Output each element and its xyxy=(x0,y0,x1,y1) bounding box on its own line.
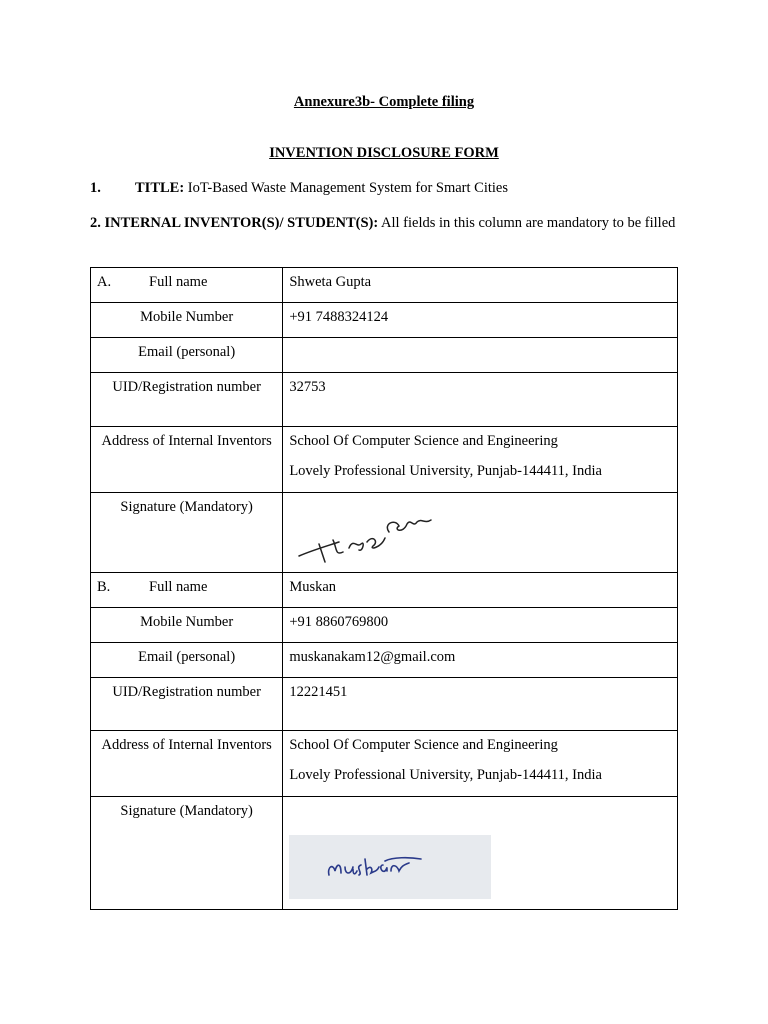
uid-label: UID/Registration number xyxy=(91,678,283,731)
signature-cell xyxy=(283,493,678,573)
signature-image xyxy=(293,504,433,566)
signature-label: Signature (Mandatory) xyxy=(91,493,283,573)
address-value xyxy=(283,427,678,493)
signature-image xyxy=(289,835,491,899)
table-row xyxy=(91,427,678,493)
table-row xyxy=(91,731,678,797)
table-row xyxy=(91,373,678,427)
table-row xyxy=(91,493,678,573)
table-row xyxy=(91,338,678,373)
inventors-heading xyxy=(90,213,680,234)
email-value xyxy=(283,338,678,373)
table-row xyxy=(91,797,678,910)
full-name-value: Muskan xyxy=(283,573,678,608)
mobile-label: Mobile Number xyxy=(91,608,283,643)
signature-label: Signature (Mandatory) xyxy=(91,797,283,910)
table-row xyxy=(91,608,678,643)
mobile-value: +91 8860769800 xyxy=(283,608,678,643)
field-label: Full name xyxy=(149,274,208,290)
email-value: muskanakam12@gmail.com xyxy=(283,643,678,678)
uid-value: 32753 xyxy=(283,373,678,427)
inventor-letter: B. xyxy=(97,579,111,595)
table-row xyxy=(91,678,678,731)
title-label: TITLE: xyxy=(135,180,185,196)
inventors-note: All fields in this column are mandatory to be filled xyxy=(381,215,676,231)
address-label: Address of Internal Inventors xyxy=(91,427,283,493)
full-name-value: Shweta Gupta xyxy=(283,268,678,303)
full-name-label-cell xyxy=(91,573,283,608)
signature-cell xyxy=(283,797,678,910)
form-title: INVENTION DISCLOSURE FORM xyxy=(269,145,499,161)
uid-value: 12221451 xyxy=(283,678,678,731)
title-value: IoT-Based Waste Management System for Smart Cities xyxy=(187,180,508,196)
table-row xyxy=(91,643,678,678)
address-line-1: School Of Computer Science and Engineering xyxy=(289,433,558,449)
annexure-heading: Annexure3b- Complete filing xyxy=(293,94,475,110)
address-line-2: Lovely Professional University, Punjab-144411, India xyxy=(289,463,602,479)
field-label: Full name xyxy=(149,579,208,595)
invention-title-line xyxy=(90,180,690,197)
address-label: Address of Internal Inventors xyxy=(91,731,283,797)
mobile-value: +91 7488324124 xyxy=(283,303,678,338)
table-row xyxy=(91,573,678,608)
address-value xyxy=(283,731,678,797)
email-label: Email (personal) xyxy=(91,643,283,678)
inventor-table xyxy=(90,267,678,910)
full-name-label-cell xyxy=(91,268,283,303)
email-label: Email (personal) xyxy=(91,338,283,373)
inventor-letter: A. xyxy=(97,274,112,290)
mobile-label: Mobile Number xyxy=(91,303,283,338)
title-number: 1. xyxy=(90,180,101,196)
address-line-1: School Of Computer Science and Engineering xyxy=(289,737,558,753)
address-line-2: Lovely Professional University, Punjab-144411, India xyxy=(289,767,602,783)
inventors-label: 2. INTERNAL INVENTOR(S)/ STUDENT(S): xyxy=(90,215,379,231)
table-row xyxy=(91,303,678,338)
uid-label: UID/Registration number xyxy=(91,373,283,427)
table-row xyxy=(91,268,678,303)
